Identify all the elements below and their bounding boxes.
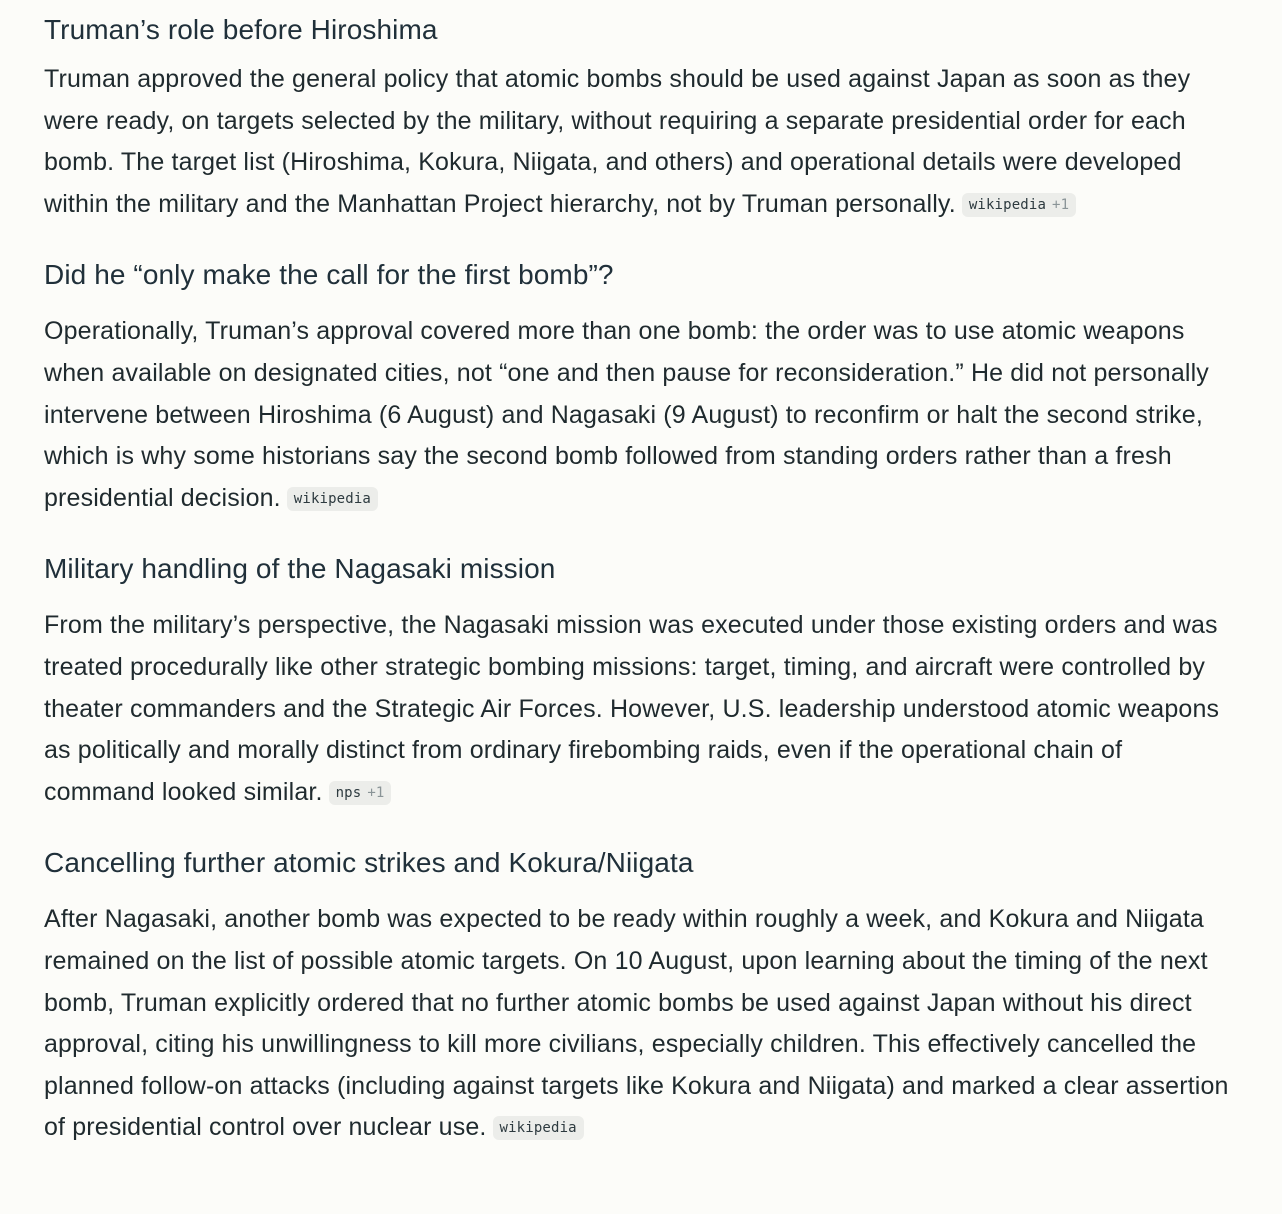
- section-body: [44, 899, 1238, 1149]
- citation-source: wikipedia: [968, 196, 1047, 213]
- section-trumans-role: [44, 10, 1238, 225]
- section-heading: Military handling of the Nagasaki mission: [44, 553, 556, 585]
- section-heading: Cancelling further atomic strikes and Kokura/Niigata: [44, 847, 694, 879]
- citation-source: wikipedia: [499, 1120, 577, 1137]
- section-body-text: From the military’s perspective, the Nagasaki mission was executed under those existing orders and was treated procedurally like other strategic bombing missions: target, timing, and aircraft were controlled by theater commanders and the Strategic Air Forces. However, U.S. leadership understood atomic weapons as politically and morally distinct from ordinary firebombing raids, even if the operational chain of command looked similar.: [44, 611, 1220, 806]
- citation-chip[interactable]: [493, 1116, 584, 1140]
- citation-chip[interactable]: [287, 487, 378, 511]
- citation-source: wikipedia: [293, 490, 371, 507]
- section-cancelling-strikes: [44, 843, 1238, 1149]
- section-nagasaki-mission: [44, 549, 1238, 813]
- citation-more-count: +1: [367, 784, 385, 801]
- section-first-bomb: [44, 255, 1238, 519]
- section-body-text: After Nagasaki, another bomb was expected to be ready within roughly a week, and Kokura and Niigata remained on the list of possible atomic targets. On 10 August, upon learning about the timing of the next bomb, Truman explicitly ordered that no further atomic bombs be used against Japan without his direct approval, citing his unwillingness to kill more civilians, especially children. This effectively cancelled the planned follow-on attacks (including against targets like Kokura and Niigata) and marked a clear assertion of presidential control over nuclear use.: [44, 905, 1229, 1142]
- citation-more-count: +1: [1052, 196, 1070, 213]
- section-body: [44, 605, 1238, 813]
- section-body-text: Truman approved the general policy that atomic bombs should be used against Japan as soon as they were ready, on targets selected by the military, without requiring a separate presidential order for each bomb. The target list (Hiroshima, Kokura, Niigata, and others) and operational details were developed within the military and the Manhattan Project hierarchy, not by Truman personally.: [44, 65, 1191, 218]
- section-heading: Truman’s role before Hiroshima: [44, 14, 438, 45]
- citation-chip[interactable]: [329, 781, 392, 805]
- section-body: [44, 311, 1238, 519]
- section-body: [44, 59, 1238, 225]
- section-body-text: Operationally, Truman’s approval covered more than one bomb: the order was to use atomic weapons when available on designated cities, not “one and then pause for reconsideration.” He did not personally intervene between Hiroshima (6 August) and Nagasaki (9 August) to reconfirm or halt the second strike, which is why some historians say the second bomb followed from standing orders rather than a fresh presidential decision.: [44, 317, 1209, 512]
- section-heading: Did he “only make the call for the first bomb”?: [44, 259, 614, 291]
- citation-chip[interactable]: [962, 193, 1076, 217]
- citation-source: nps: [335, 784, 362, 801]
